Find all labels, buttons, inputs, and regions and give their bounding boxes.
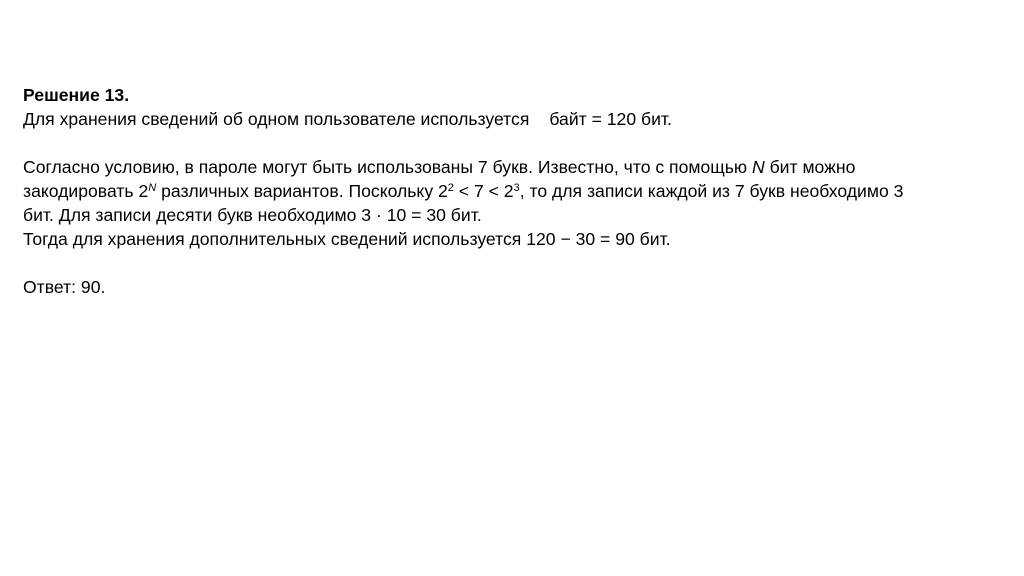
paragraph-gap <box>23 251 998 275</box>
condition-text-2d: , то для записи каждой из 7 букв необходимо 3 <box>519 181 904 201</box>
storage-result: байт = 120 бит. <box>549 109 672 129</box>
condition-line-3: бит. Для записи десяти букв необходимо 3 · 10 = 30 бит. <box>23 205 482 225</box>
solution-title: Решение 13. <box>23 85 130 105</box>
condition-text-1b: бит можно <box>764 157 856 177</box>
condition-text-2a: закодировать 2 <box>23 181 149 201</box>
condition-line-1 <box>23 155 998 179</box>
condition-line-4: Тогда для хранения дополнительных сведений используется 120 − 30 = 90 бит. <box>23 229 671 249</box>
condition-line-2 <box>23 179 998 203</box>
condition-text-1a: Согласно условию, в пароле могут быть использованы 7 букв. Известно, что с помощью <box>23 157 752 177</box>
exponent-n: N <box>148 182 157 194</box>
answer-line: Ответ: 90. <box>23 277 106 297</box>
condition-text-2c: < 7 < 2 <box>453 181 514 201</box>
variable-n: N <box>751 157 765 177</box>
solution-content <box>23 83 998 299</box>
storage-line <box>23 107 998 131</box>
paragraph-gap <box>23 131 998 155</box>
storage-text: Для хранения сведений об одном пользователе используется <box>23 109 530 129</box>
condition-text-2b: различных вариантов. Поскольку 2 <box>156 181 448 201</box>
exponent-2: 2 <box>447 182 454 194</box>
exponent-3: 3 <box>513 182 520 194</box>
